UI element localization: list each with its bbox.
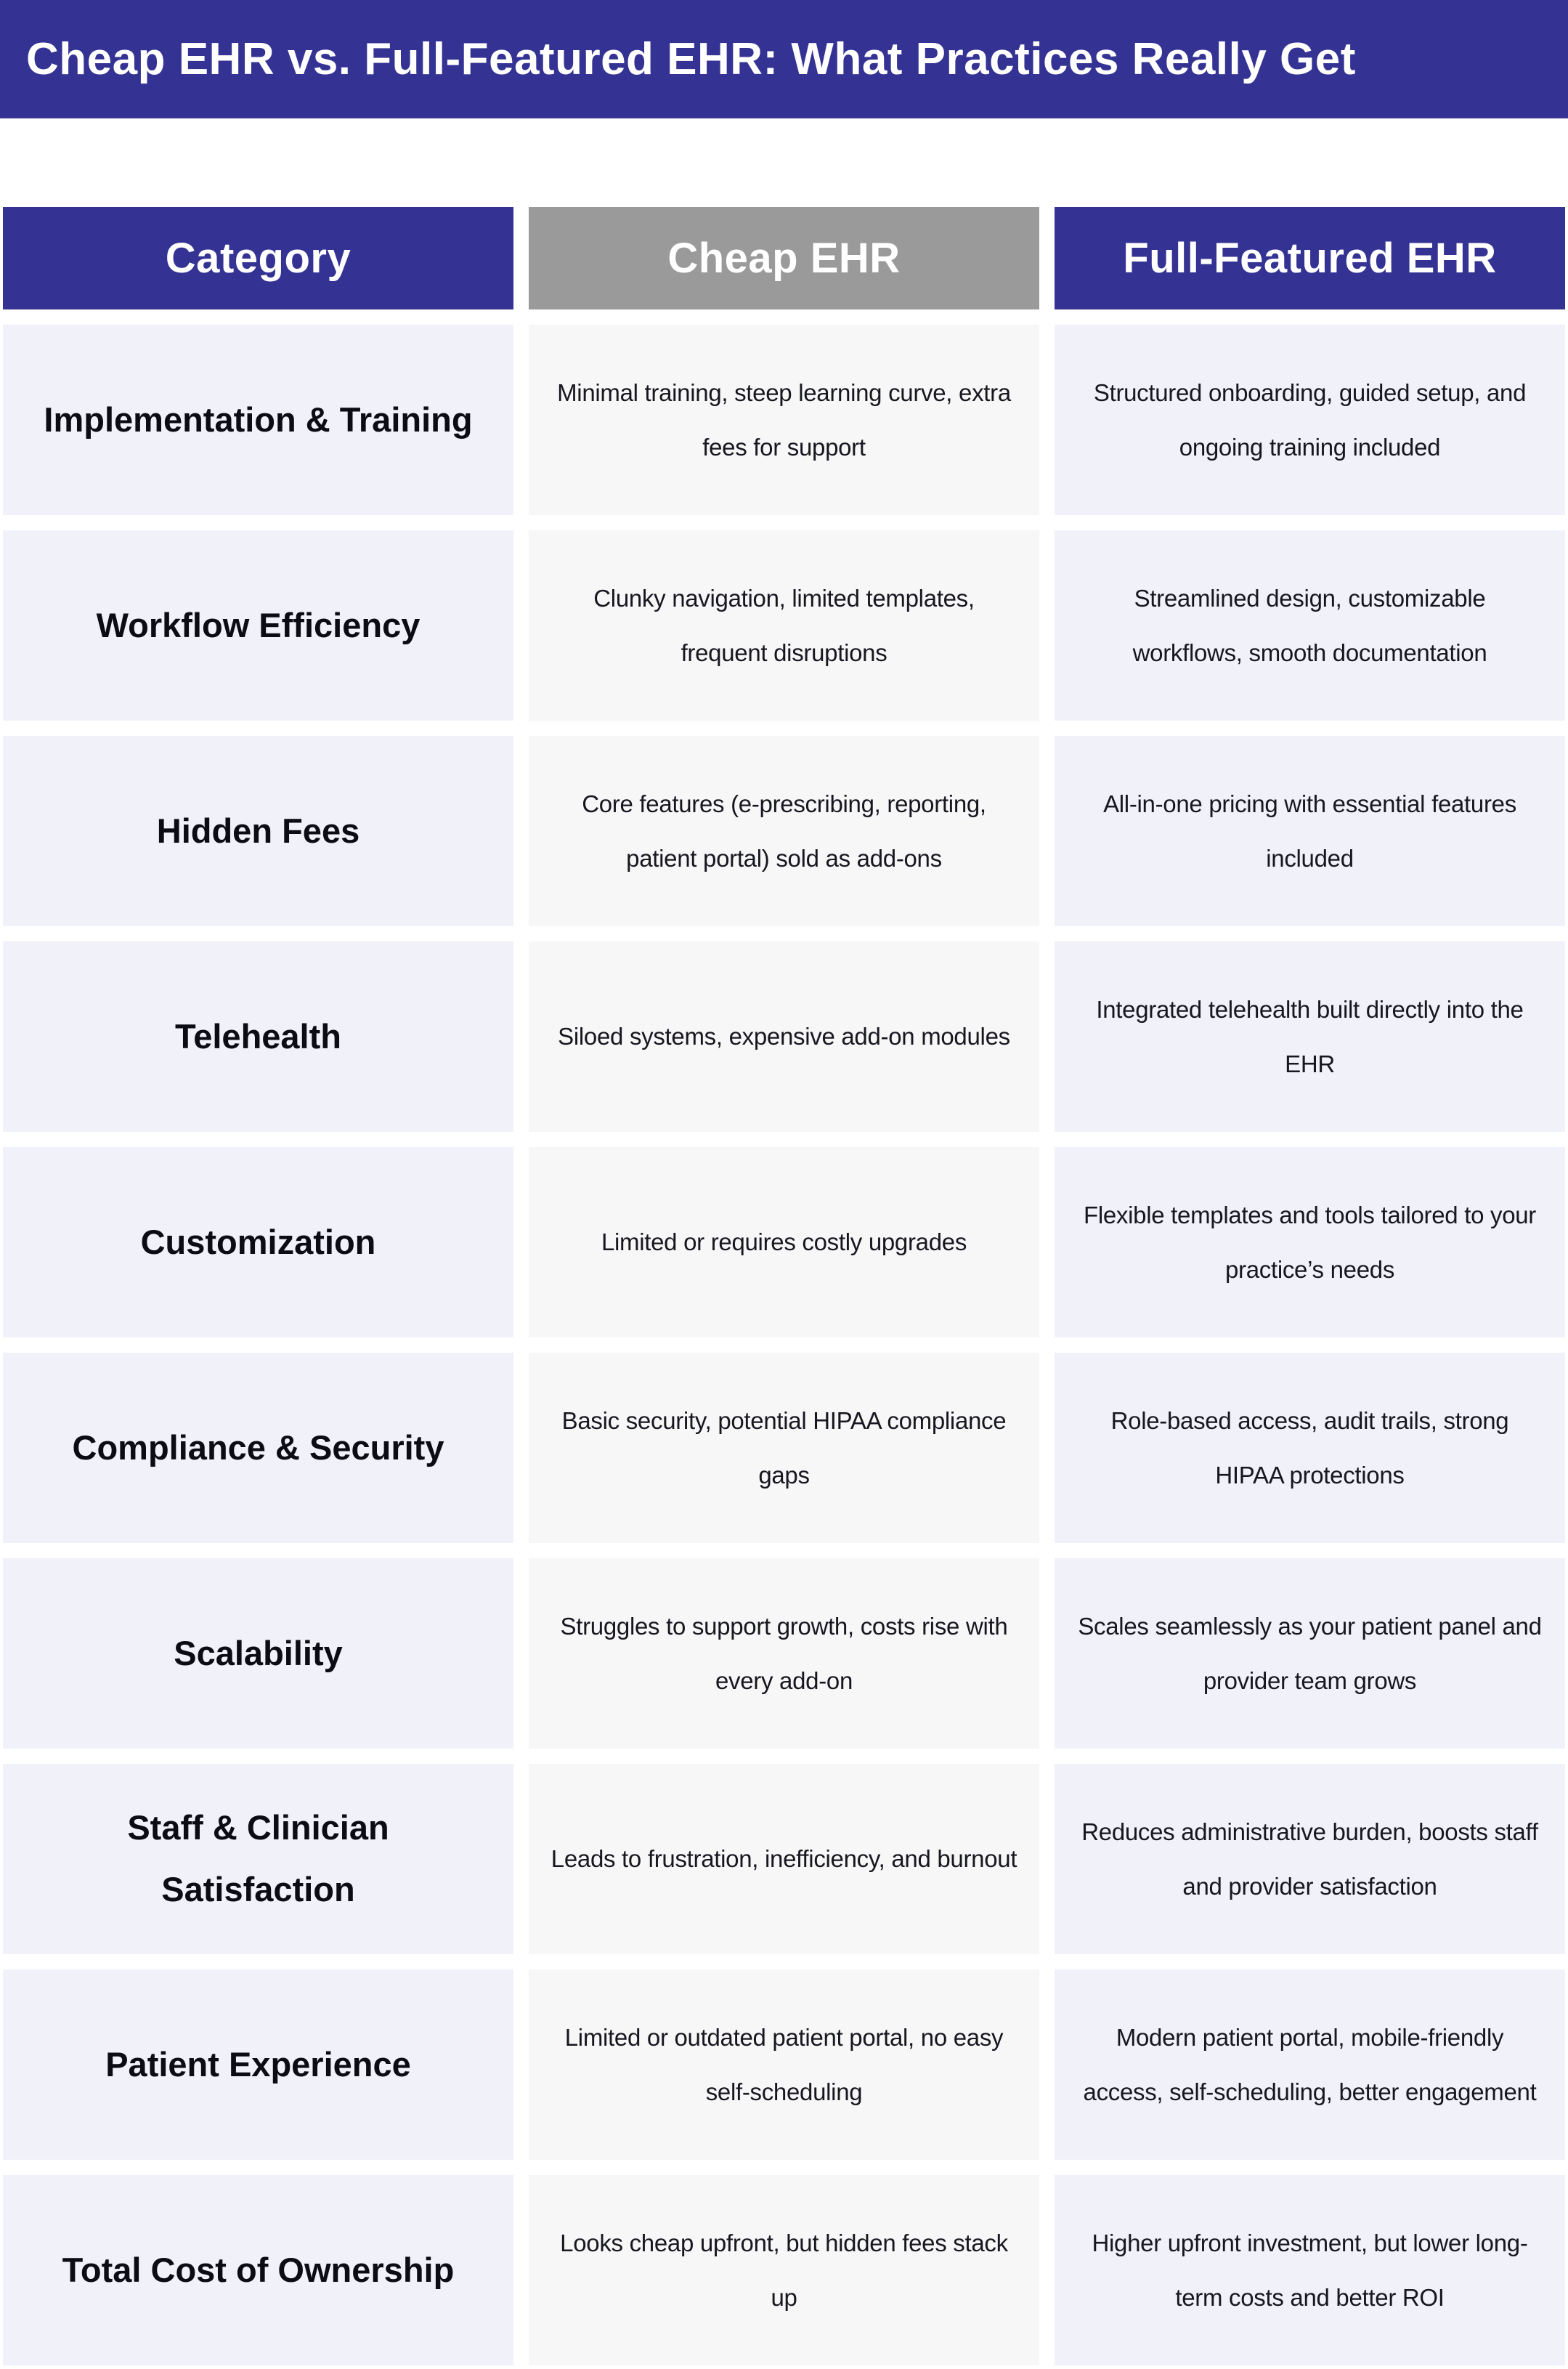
title-banner	[0, 0, 1568, 118]
full-featured-ehr-cell: Reduces administrative burden, boosts staff and provider satisfaction	[1055, 1764, 1565, 1954]
category-cell: Implementation & Training	[3, 325, 513, 515]
column-header-full-featured-ehr: Full-Featured EHR	[1055, 207, 1565, 309]
category-cell: Customization	[3, 1147, 513, 1337]
full-featured-ehr-cell: Flexible templates and tools tailored to your practice’s needs	[1055, 1147, 1565, 1337]
cheap-ehr-cell: Struggles to support growth, costs rise with every add-on	[529, 1558, 1039, 1749]
category-cell: Workflow Efficiency	[3, 530, 513, 721]
full-featured-ehr-cell: Streamlined design, customizable workflows, smooth documentation	[1055, 530, 1565, 721]
full-featured-ehr-cell: Higher upfront investment, but lower long-term costs and better ROI	[1055, 2175, 1565, 2365]
full-featured-ehr-cell: Role-based access, audit trails, strong HIPAA protections	[1055, 1353, 1565, 1543]
comparison-table	[0, 207, 1568, 2365]
table-row	[3, 1353, 1565, 1543]
category-cell: Hidden Fees	[3, 736, 513, 926]
table-row	[3, 736, 1565, 926]
table-row	[3, 325, 1565, 515]
cheap-ehr-cell: Leads to frustration, inefficiency, and burnout	[529, 1764, 1039, 1954]
table-row	[3, 2175, 1565, 2365]
category-cell: Scalability	[3, 1558, 513, 1749]
table-row	[3, 1969, 1565, 2160]
table-row	[3, 1558, 1565, 1749]
full-featured-ehr-cell: All-in-one pricing with essential features included	[1055, 736, 1565, 926]
full-featured-ehr-cell: Integrated telehealth built directly into the EHR	[1055, 941, 1565, 1132]
page-title: Cheap EHR vs. Full-Featured EHR: What Practices Really Get	[26, 34, 1356, 84]
column-header-cheap-ehr: Cheap EHR	[529, 207, 1039, 309]
full-featured-ehr-cell: Modern patient portal, mobile-friendly access, self-scheduling, better engagement	[1055, 1969, 1565, 2160]
category-cell: Telehealth	[3, 941, 513, 1132]
table-row	[3, 1147, 1565, 1337]
table-row	[3, 941, 1565, 1132]
category-cell: Patient Experience	[3, 1969, 513, 2160]
column-header-category: Category	[3, 207, 513, 309]
cheap-ehr-cell: Minimal training, steep learning curve, extra fees for support	[529, 325, 1039, 515]
table-row	[3, 530, 1565, 721]
header-row	[3, 207, 1565, 309]
full-featured-ehr-cell: Scales seamlessly as your patient panel and provider team grows	[1055, 1558, 1565, 1749]
cheap-ehr-cell: Limited or outdated patient portal, no easy self-scheduling	[529, 1969, 1039, 2160]
cheap-ehr-cell: Siloed systems, expensive add-on modules	[529, 941, 1039, 1132]
cheap-ehr-cell: Clunky navigation, limited templates, frequent disruptions	[529, 530, 1039, 721]
category-cell: Total Cost of Ownership	[3, 2175, 513, 2365]
table-row	[3, 1764, 1565, 1954]
category-cell: Compliance & Security	[3, 1353, 513, 1543]
cheap-ehr-cell: Core features (e-prescribing, reporting, patient portal) sold as add-ons	[529, 736, 1039, 926]
full-featured-ehr-cell: Structured onboarding, guided setup, and ongoing training included	[1055, 325, 1565, 515]
category-cell: Staff & Clinician Satisfaction	[3, 1764, 513, 1954]
cheap-ehr-cell: Looks cheap upfront, but hidden fees stack up	[529, 2175, 1039, 2365]
cheap-ehr-cell: Limited or requires costly upgrades	[529, 1147, 1039, 1337]
cheap-ehr-cell: Basic security, potential HIPAA compliance gaps	[529, 1353, 1039, 1543]
